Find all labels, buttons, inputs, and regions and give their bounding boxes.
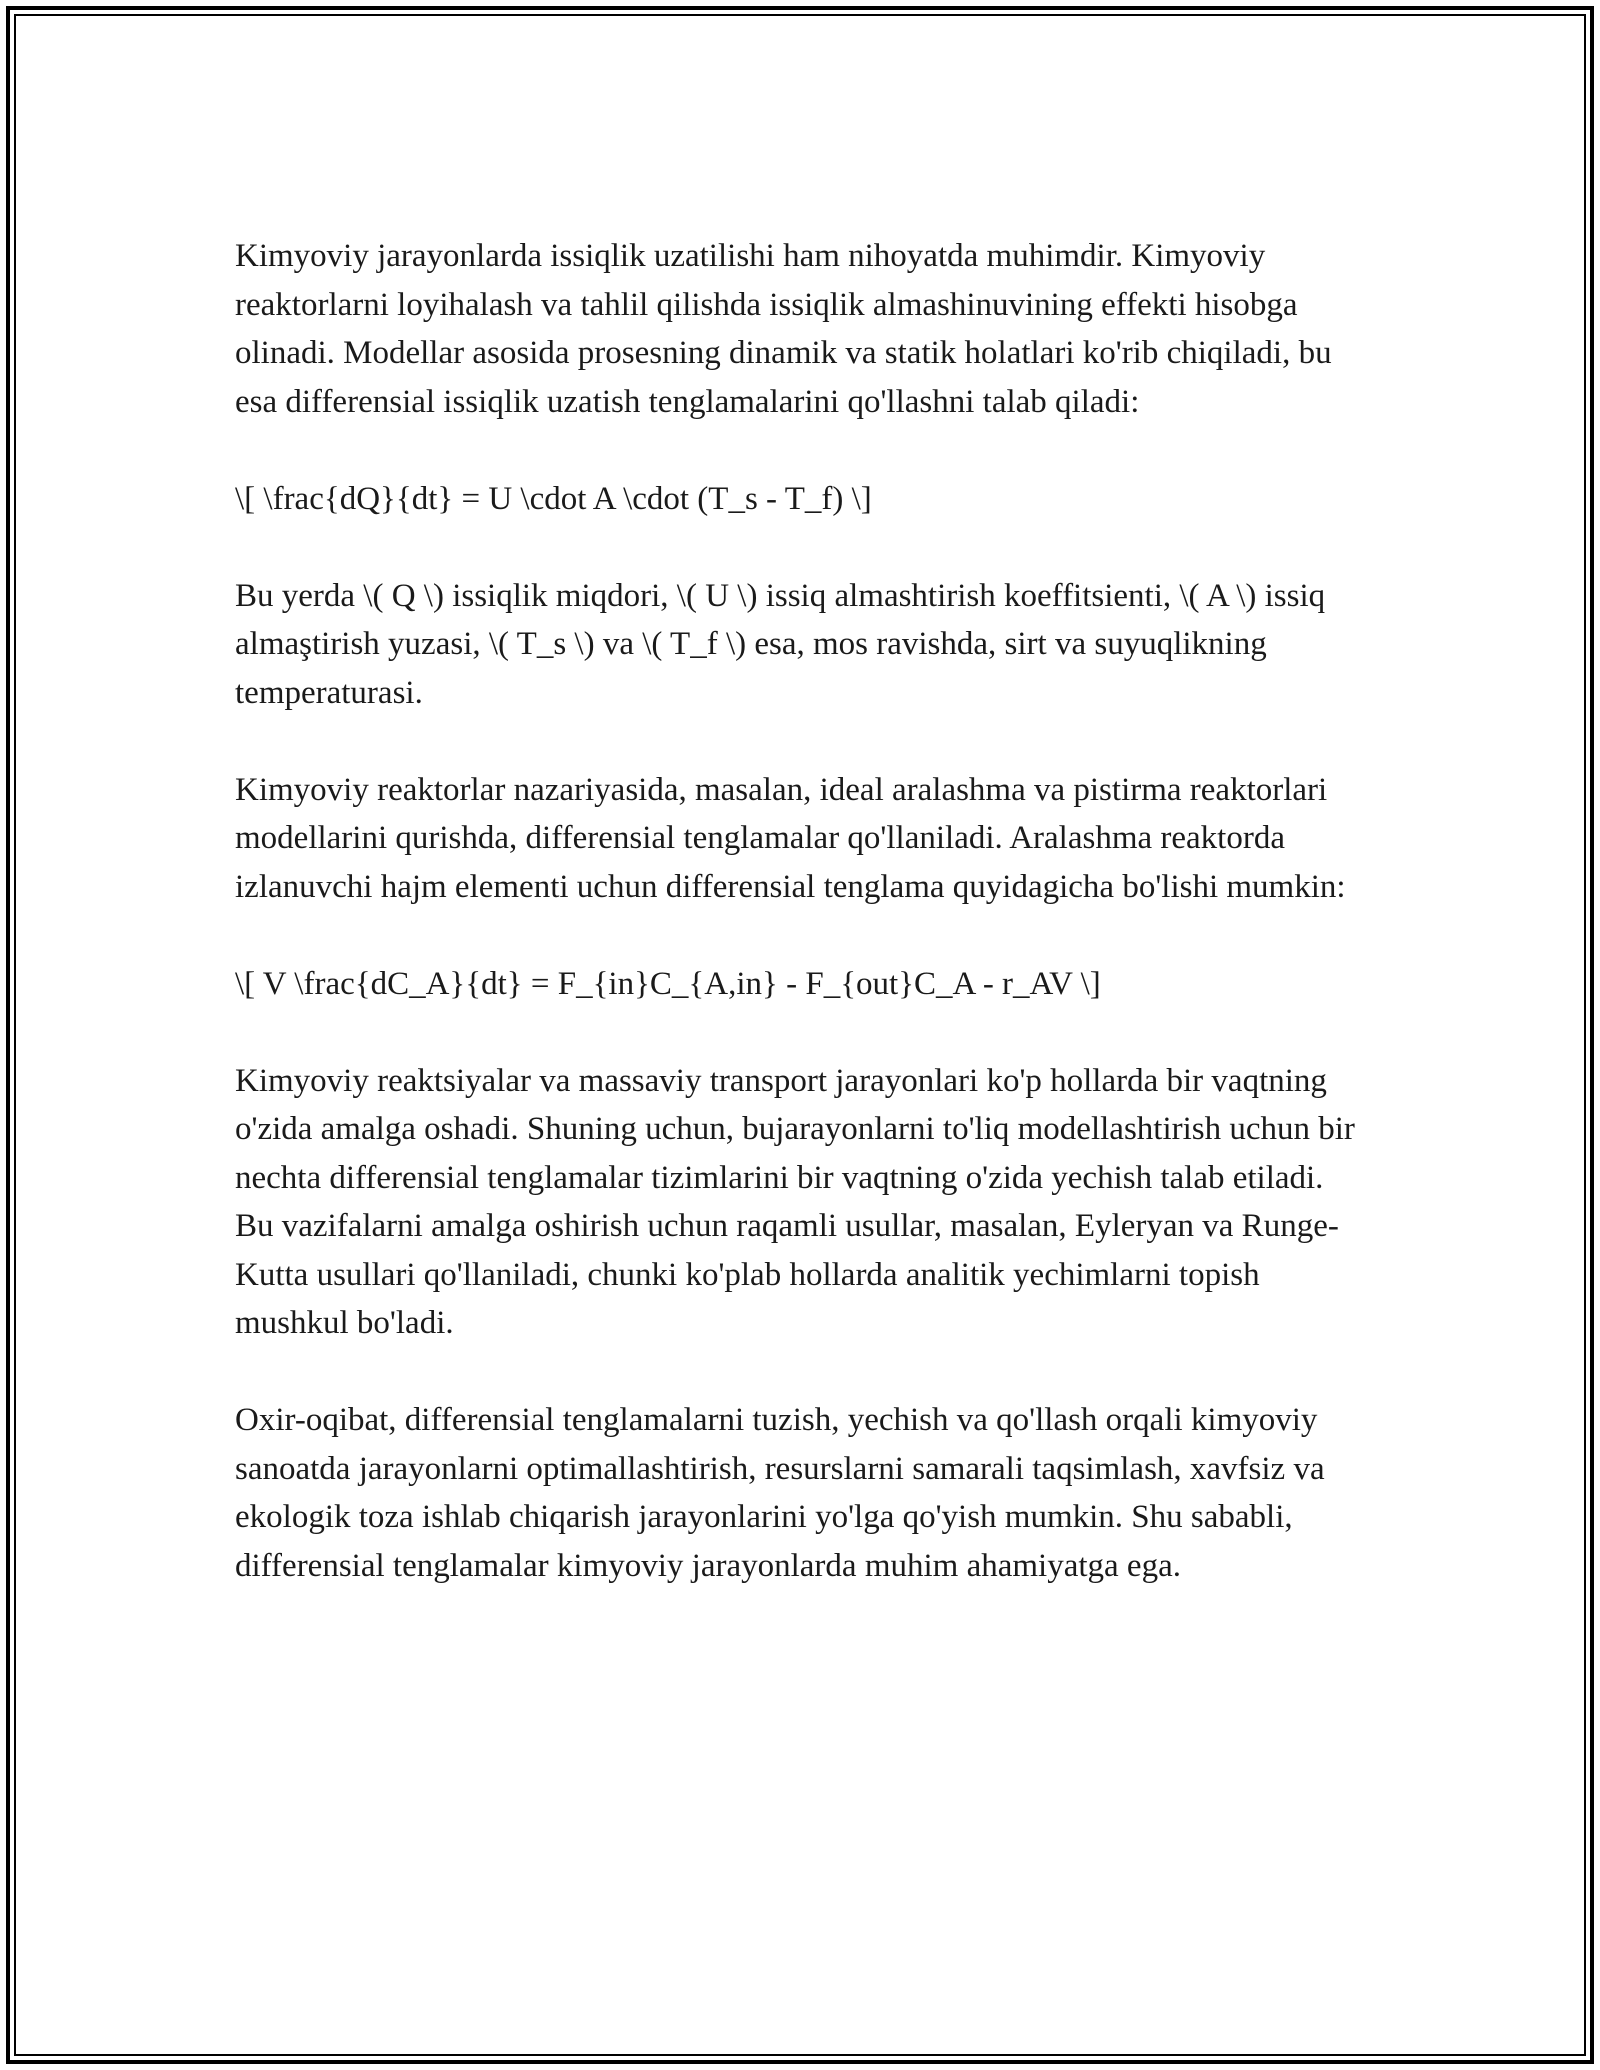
equation-heat-rate: \[ \frac{dQ}{dt} = U \cdot A \cdot (T_s - T_f) \] (235, 480, 872, 517)
equation-mass-balance: \[ V \frac{dC_A}{dt} = F_{in}C_{A,in} - F_{out}C_A - r_AV \] (235, 965, 1101, 1002)
paragraph-numerical-methods: Kimyoviy reaktsiyalar va massaviy transport jarayonlari ko'p hollarda bir vaqtning o'zida amalga oshadi. Shuning uchun, bujarayonlarni to'liq modellashtirish uchun bir nechta differensial tenglamalar tizimlarini bir vaqtning o'zida yechish talab etiladi. Bu vazifalarni amalga oshirish uchun raqamli usullar, masalan, Eyleryan va Runge-Kutta usullari qo'llaniladi, chunki ko'plab hollarda analitik yechimlarni topish mushkul bo'ladi. (235, 1062, 1355, 1341)
paragraph-reactor-theory: Kimyoviy reaktorlar nazariyasida, masalan, ideal aralashma va pistirma reaktorlari modellarini qurishda, differensial tenglamalar qo'llaniladi. Aralashma reaktorda izlanuvchi hajm elementi uchun differensial tenglama quyidagicha bo'lishi mumkin: (235, 771, 1346, 905)
document-body (235, 232, 1365, 1639)
paragraph-variable-definitions: Bu yerda \( Q \) issiqlik miqdori, \( U \) issiq almashtirish koeffitsienti, \( A \) issiq almaştirish yuzasi, \( T_s \) va \( T_f \) esa, mos ravishda, sirt va suyuqlikning temperaturasi. (235, 577, 1326, 711)
paragraph-conclusion: Oxir-oqibat, differensial tenglamalarni tuzish, yechish va qo'llash orqali kimyoviy sanoatda jarayonlarni optimallashtirish, resurslarni samarali taqsimlash, xavfsiz va ekologik toza ishlab chiqarish jarayonlarini yo'lga qo'yish mumkin. Shu sababli, differensial tenglamalar kimyoviy jarayonlarda muhim ahamiyatga ega. (235, 1402, 1325, 1584)
paragraph-heat-transfer: Kimyoviy jarayonlarda issiqlik uzatilishi ham nihoyatda muhimdir. Kimyoviy reaktorlarni loyihalash va tahlil qilishda issiqlik almashinuvining effekti hisobga olinadi. Modellar asosida prosesning dinamik va statik holatlari ko'rib chiqiladi, bu esa differensial issiqlik uzatish tenglamalarini qo'llashni talab qiladi: (235, 238, 1332, 420)
